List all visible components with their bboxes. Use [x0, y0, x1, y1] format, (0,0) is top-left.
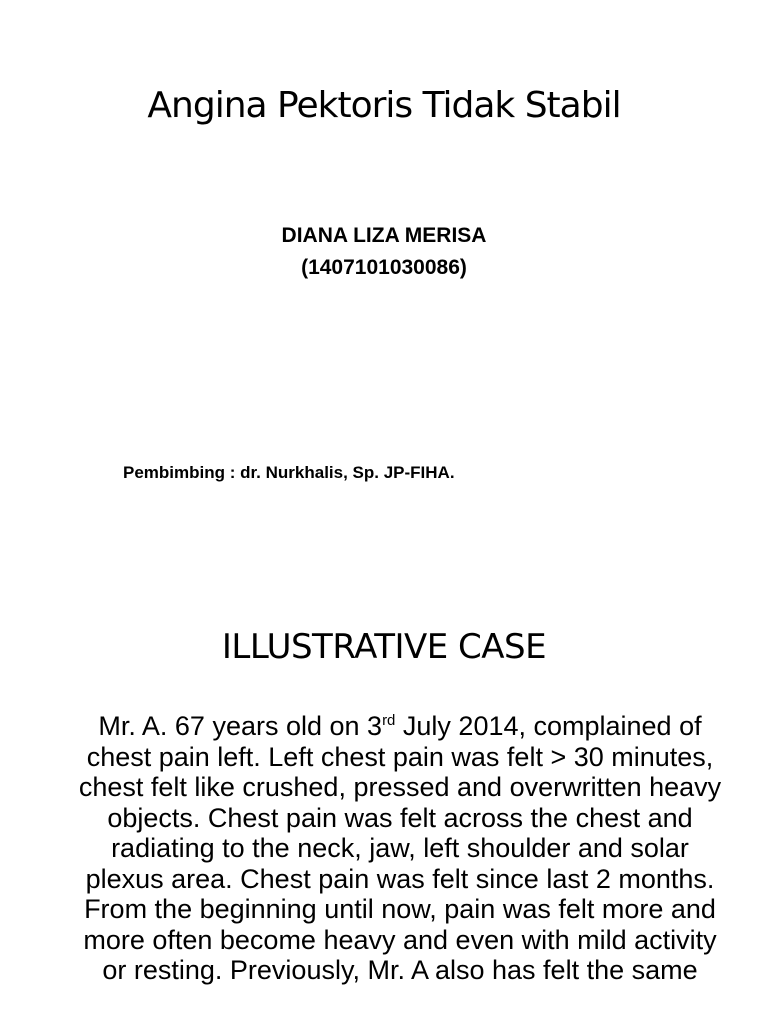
supervisor-line: Pembimbing : dr. Nurkhalis, Sp. JP-FIHA.	[123, 463, 455, 482]
case-text-start: Mr. A. 67 years old on 3	[98, 711, 383, 741]
case-paragraph	[70, 711, 730, 986]
case-slide	[0, 576, 768, 1024]
author-name: DIANA LIZA MERISA	[281, 224, 487, 247]
case-text-rest: July 2014, complained of chest pain left. Left chest pain was felt > 30 minutes, chest felt like crushed, pressed and overwritten heavy objects. Chest pain was felt across the chest and radiating to the neck, jaw, left shoulder and solar plexus area. Chest pain was felt since last 2 months. From the beginning until now, pain was felt more and more often become heavy and even with mild activity or resting. Previously, Mr. A also has felt the same	[78, 711, 722, 985]
author-block	[0, 220, 768, 284]
author-id: (1407101030086)	[301, 256, 467, 279]
case-heading: ILLUSTRATIVE CASE	[221, 627, 547, 667]
ordinal-suffix: rd	[382, 712, 396, 729]
presentation-title: Angina Pektoris Tidak Stabil	[147, 85, 621, 126]
